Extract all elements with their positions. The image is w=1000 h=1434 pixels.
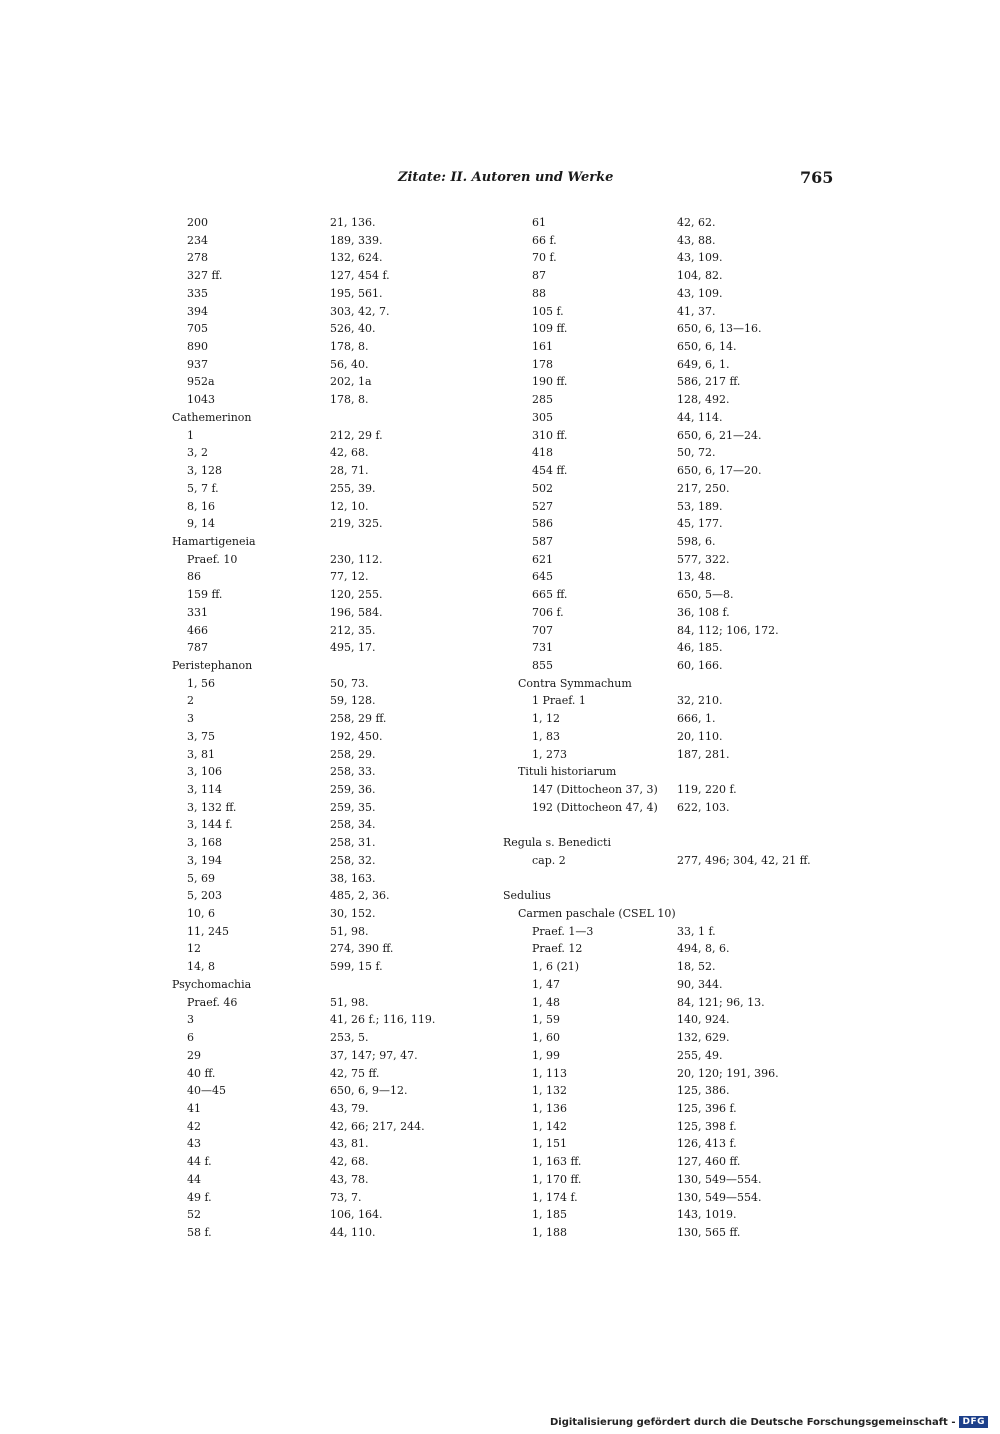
heading-text: Regula s. Benedicti <box>503 836 611 850</box>
entry-page-reference: 42, 66; 217, 244. <box>330 1119 425 1133</box>
entry-page-reference: 20, 110. <box>677 729 723 743</box>
entry-reference: 1, 132 <box>532 1084 567 1098</box>
entry-page-reference: 253, 5. <box>330 1031 369 1045</box>
entry-reference: 3, 2 <box>187 446 208 460</box>
entry-page-reference: 18, 52. <box>677 960 716 974</box>
entry-reference: 1, 113 <box>532 1066 567 1080</box>
entry-page-reference: 77, 12. <box>330 570 369 584</box>
entry-reference: Praef. 46 <box>187 995 238 1009</box>
entry-reference: 61 <box>532 216 546 229</box>
entry-reference: 178 <box>532 357 553 371</box>
entry-page-reference: 187, 281. <box>677 747 730 761</box>
entry-page-reference: 219, 325. <box>330 517 383 531</box>
entry-reference: 3, 106 <box>187 765 222 779</box>
heading-text: Contra Symmachum <box>518 676 632 690</box>
entry-reference: 40 ff. <box>187 1066 216 1080</box>
entry-reference: 586 <box>532 517 553 531</box>
entry-page-reference: 20, 120; 191, 396. <box>677 1066 779 1080</box>
heading-text: Carmen paschale (CSEL 10) <box>518 907 676 921</box>
entry-page-reference: 255, 39. <box>330 481 376 495</box>
entry-page-reference: 485, 2, 36. <box>330 889 390 903</box>
entry-page-reference: 130, 565 ff. <box>677 1225 741 1239</box>
entry-reference: 1, 151 <box>532 1137 567 1151</box>
entry-page-reference: 51, 98. <box>330 995 369 1009</box>
entry-reference: Praef. 1—3 <box>532 924 594 938</box>
entry-reference: 12 <box>187 942 201 956</box>
entry-reference: 3, 75 <box>187 729 215 743</box>
entry-page-reference: 127, 454 f. <box>330 269 390 283</box>
entry-page-reference: 12, 10. <box>330 499 369 513</box>
entry-reference: cap. 2 <box>532 853 566 867</box>
running-header-title: Zitate: II. Autoren und Werke <box>398 170 614 185</box>
entry-page-reference: 60, 166. <box>677 658 723 672</box>
entry-reference: 1 Praef. 1 <box>532 694 586 708</box>
entry-page-reference: 649, 6, 1. <box>677 357 730 371</box>
entry-reference: 1, 60 <box>532 1031 560 1045</box>
entry-page-reference: 258, 29 ff. <box>330 712 387 726</box>
entry-reference: 787 <box>187 641 208 655</box>
entry-page-reference: 526, 40. <box>330 322 376 336</box>
entry-reference: Praef. 10 <box>187 552 238 566</box>
entry-reference: 502 <box>532 481 553 495</box>
entry-page-reference: 143, 1019. <box>677 1208 737 1222</box>
entry-reference: 466 <box>187 623 208 637</box>
entry-reference: 278 <box>187 251 208 265</box>
entry-page-reference: 599, 15 f. <box>330 960 383 974</box>
entry-page-reference: 120, 255. <box>330 588 383 602</box>
entry-page-reference: 650, 5—8. <box>677 588 734 602</box>
entry-reference: Praef. 12 <box>532 942 583 956</box>
entry-page-reference: 128, 492. <box>677 393 730 407</box>
entry-reference: 5, 7 f. <box>187 481 219 495</box>
entry-reference: 587 <box>532 534 553 548</box>
entry-page-reference: 126, 413 f. <box>677 1137 737 1151</box>
entry-page-reference: 132, 629. <box>677 1031 730 1045</box>
entry-reference: 1, 136 <box>532 1101 567 1115</box>
entry-reference: 3 <box>187 712 194 726</box>
entry-reference: 707 <box>532 623 553 637</box>
entry-page-reference: 56, 40. <box>330 357 369 371</box>
entry-page-reference: 650, 6, 14. <box>677 340 737 354</box>
entry-reference: 335 <box>187 286 208 300</box>
entry-reference: 937 <box>187 357 208 371</box>
entry-page-reference: 28, 71. <box>330 464 369 478</box>
entry-page-reference: 50, 73. <box>330 676 369 690</box>
entry-reference: 705 <box>187 322 208 336</box>
entry-page-reference: 43, 109. <box>677 286 723 300</box>
entry-page-reference: 303, 42, 7. <box>330 304 390 318</box>
entry-page-reference: 258, 31. <box>330 836 376 850</box>
entry-page-reference: 44, 114. <box>677 410 723 424</box>
entry-reference: 234 <box>187 233 208 247</box>
entry-reference: 1, 185 <box>532 1208 567 1222</box>
entry-page-reference: 42, 62. <box>677 216 716 229</box>
entry-page-reference: 650, 6, 13—16. <box>677 322 762 336</box>
entry-reference: 327 ff. <box>187 269 223 283</box>
entry-page-reference: 59, 128. <box>330 694 376 708</box>
heading-text: Cathemerinon <box>172 410 252 424</box>
entry-reference: 161 <box>532 340 553 354</box>
entry-page-reference: 495, 17. <box>330 641 376 655</box>
entry-reference: 2 <box>187 694 194 708</box>
entry-reference: 42 <box>187 1119 201 1133</box>
entry-reference: 58 f. <box>187 1225 212 1239</box>
entry-reference: 527 <box>532 499 553 513</box>
entry-page-reference: 202, 1a <box>330 375 372 389</box>
entry-page-reference: 21, 136. <box>330 216 376 229</box>
entry-reference: 418 <box>532 446 553 460</box>
entry-page-reference: 36, 108 f. <box>677 605 730 619</box>
entry-reference: 88 <box>532 286 546 300</box>
entry-page-reference: 50, 72. <box>677 446 716 460</box>
heading-text: Peristephanon <box>172 658 253 672</box>
entry-reference: 200 <box>187 216 208 229</box>
entry-page-reference: 84, 121; 96, 13. <box>677 995 765 1009</box>
entry-page-reference: 494, 8, 6. <box>677 942 730 956</box>
entry-page-reference: 258, 34. <box>330 818 376 832</box>
heading-text: Tituli historiarum <box>518 765 617 779</box>
entry-reference: 3, 144 f. <box>187 818 233 832</box>
entry-reference: 192 (Dittocheon 47, 4) <box>532 800 658 814</box>
entry-reference: 1, 48 <box>532 995 560 1009</box>
entry-reference: 952a <box>187 375 215 389</box>
entry-reference: 11, 245 <box>187 924 229 938</box>
entry-page-reference: 258, 32. <box>330 853 376 867</box>
entry-page-reference: 38, 163. <box>330 871 376 885</box>
entry-reference: 190 ff. <box>532 375 568 389</box>
entry-page-reference: 666, 1. <box>677 712 716 726</box>
entry-reference: 454 ff. <box>532 464 568 478</box>
entry-reference: 1, 170 ff. <box>532 1172 582 1186</box>
entry-page-reference: 125, 398 f. <box>677 1119 737 1133</box>
entry-page-reference: 84, 112; 106, 172. <box>677 623 779 637</box>
entry-page-reference: 119, 220 f. <box>677 783 737 796</box>
entry-page-reference: 598, 6. <box>677 534 716 548</box>
entry-reference: 1, 142 <box>532 1119 567 1133</box>
entry-page-reference: 178, 8. <box>330 340 369 354</box>
entry-reference: 105 f. <box>532 304 564 318</box>
entry-reference: 1 <box>187 428 194 442</box>
entry-page-reference: 43, 79. <box>330 1101 369 1115</box>
entry-page-reference: 230, 112. <box>330 552 383 566</box>
entry-page-reference: 13, 48. <box>677 570 716 584</box>
entry-reference: 1043 <box>187 393 215 407</box>
entry-reference: 285 <box>532 393 553 407</box>
entry-page-reference: 45, 177. <box>677 517 723 531</box>
heading-text: Hamartigeneia <box>172 534 256 548</box>
entry-reference: 44 <box>187 1172 201 1186</box>
entry-reference: 3, 132 ff. <box>187 800 237 814</box>
entry-reference: 52 <box>187 1208 201 1222</box>
entry-reference: 3 <box>187 1013 194 1027</box>
entry-reference: 159 ff. <box>187 588 223 602</box>
entry-page-reference: 586, 217 ff. <box>677 375 741 389</box>
entry-page-reference: 132, 624. <box>330 251 383 265</box>
entry-page-reference: 212, 35. <box>330 623 376 637</box>
entry-reference: 43 <box>187 1137 201 1151</box>
entry-page-reference: 51, 98. <box>330 924 369 938</box>
entry-reference: 66 f. <box>532 233 557 247</box>
entry-reference: 706 f. <box>532 605 564 619</box>
entry-page-reference: 42, 75 ff. <box>330 1066 380 1080</box>
entry-page-reference: 104, 82. <box>677 269 723 283</box>
entry-page-reference: 178, 8. <box>330 393 369 407</box>
entry-reference: 1, 99 <box>532 1048 560 1062</box>
entry-page-reference: 189, 339. <box>330 233 383 247</box>
entry-page-reference: 622, 103. <box>677 800 730 814</box>
entry-reference: 9, 14 <box>187 517 215 531</box>
entry-page-reference: 44, 110. <box>330 1225 376 1239</box>
entry-reference: 87 <box>532 269 546 283</box>
entry-page-reference: 73, 7. <box>330 1190 362 1204</box>
entry-reference: 665 ff. <box>532 588 568 602</box>
entry-page-reference: 140, 924. <box>677 1013 730 1027</box>
entry-page-reference: 42, 68. <box>330 446 369 460</box>
entry-reference: 41 <box>187 1101 201 1115</box>
entry-reference: 394 <box>187 304 208 318</box>
entry-reference: 70 f. <box>532 251 557 265</box>
entry-page-reference: 130, 549—554. <box>677 1190 762 1204</box>
entry-page-reference: 258, 29. <box>330 747 376 761</box>
entry-page-reference: 43, 81. <box>330 1137 369 1151</box>
entry-page-reference: 255, 49. <box>677 1048 723 1062</box>
entry-page-reference: 274, 390 ff. <box>330 942 394 956</box>
entry-page-reference: 217, 250. <box>677 481 730 495</box>
entry-reference: 5, 203 <box>187 889 222 903</box>
entry-reference: 8, 16 <box>187 499 215 513</box>
entry-reference: 1, 59 <box>532 1013 560 1027</box>
entry-page-reference: 125, 396 f. <box>677 1101 737 1115</box>
entry-reference: 731 <box>532 641 553 655</box>
entry-page-reference: 41, 26 f.; 116, 119. <box>330 1013 436 1027</box>
dfg-logo: DFG <box>959 1416 988 1428</box>
entry-reference: 14, 8 <box>187 960 215 974</box>
entry-reference: 621 <box>532 552 553 566</box>
entry-reference: 40—45 <box>187 1084 226 1098</box>
entry-page-reference: 90, 344. <box>677 977 723 991</box>
entry-reference: 310 ff. <box>532 428 568 442</box>
entry-reference: 49 f. <box>187 1190 212 1204</box>
entry-page-reference: 43, 88. <box>677 233 716 247</box>
entry-page-reference: 43, 78. <box>330 1172 369 1186</box>
entry-page-reference: 33, 1 f. <box>677 924 716 938</box>
entry-page-reference: 192, 450. <box>330 729 383 743</box>
entry-reference: 109 ff. <box>532 322 568 336</box>
entry-page-reference: 258, 33. <box>330 765 376 779</box>
entry-reference: 855 <box>532 658 553 672</box>
entry-reference: 3, 128 <box>187 464 222 478</box>
entry-page-reference: 125, 386. <box>677 1084 730 1098</box>
entry-reference: 331 <box>187 605 208 619</box>
entry-page-reference: 42, 68. <box>330 1155 369 1169</box>
entry-page-reference: 259, 36. <box>330 783 376 796</box>
entry-page-reference: 37, 147; 97, 47. <box>330 1048 418 1062</box>
footer-credit-text: Digitalisierung gefördert durch die Deutsche Forschungsgemeinschaft - <box>549 1416 956 1428</box>
entry-reference: 6 <box>187 1031 194 1045</box>
entry-reference: 305 <box>532 410 553 424</box>
entry-reference: 86 <box>187 570 201 584</box>
entry-page-reference: 195, 561. <box>330 286 383 300</box>
entry-page-reference: 277, 496; 304, 42, 21 ff. <box>677 853 811 867</box>
entry-reference: 3, 81 <box>187 747 215 761</box>
entry-page-reference: 106, 164. <box>330 1208 383 1222</box>
entry-reference: 1, 6 (21) <box>532 960 580 974</box>
entry-page-reference: 41, 37. <box>677 304 716 318</box>
entry-reference: 1, 273 <box>532 747 567 761</box>
entry-reference: 5, 69 <box>187 871 215 885</box>
entry-reference: 1, 188 <box>532 1225 567 1239</box>
entry-page-reference: 212, 29 f. <box>330 428 383 442</box>
entry-page-reference: 130, 549—554. <box>677 1172 762 1186</box>
entry-reference: 1, 83 <box>532 729 560 743</box>
entry-reference: 44 f. <box>187 1155 212 1169</box>
entry-reference: 3, 194 <box>187 853 222 867</box>
entry-page-reference: 650, 6, 21—24. <box>677 428 762 442</box>
entry-page-reference: 46, 185. <box>677 641 723 655</box>
entry-page-reference: 259, 35. <box>330 800 376 814</box>
entry-reference: 1, 47 <box>532 977 560 991</box>
heading-text: Sedulius <box>503 889 551 903</box>
entry-reference: 3, 168 <box>187 836 222 850</box>
entry-page-reference: 577, 322. <box>677 552 730 566</box>
entry-reference: 1, 12 <box>532 712 560 726</box>
entry-reference: 890 <box>187 340 208 354</box>
heading-text: Psychomachia <box>172 977 252 991</box>
entry-reference: 147 (Dittocheon 37, 3) <box>532 783 658 796</box>
page-number: 765 <box>800 168 834 187</box>
entry-page-reference: 127, 460 ff. <box>677 1155 741 1169</box>
entry-reference: 3, 114 <box>187 783 222 796</box>
entry-reference: 1, 174 f. <box>532 1190 578 1204</box>
entry-page-reference: 650, 6, 17—20. <box>677 464 762 478</box>
entry-reference: 10, 6 <box>187 907 215 921</box>
digitization-footer <box>550 1416 988 1428</box>
entry-reference: 645 <box>532 570 553 584</box>
entry-page-reference: 650, 6, 9—12. <box>330 1084 408 1098</box>
entry-page-reference: 30, 152. <box>330 907 376 921</box>
entry-reference: 1, 163 ff. <box>532 1155 582 1169</box>
entry-page-reference: 43, 109. <box>677 251 723 265</box>
entry-page-reference: 196, 584. <box>330 605 383 619</box>
entry-reference: 29 <box>187 1048 201 1062</box>
entry-page-reference: 32, 210. <box>677 694 723 708</box>
entry-reference: 1, 56 <box>187 676 215 690</box>
entry-page-reference: 53, 189. <box>677 499 723 513</box>
